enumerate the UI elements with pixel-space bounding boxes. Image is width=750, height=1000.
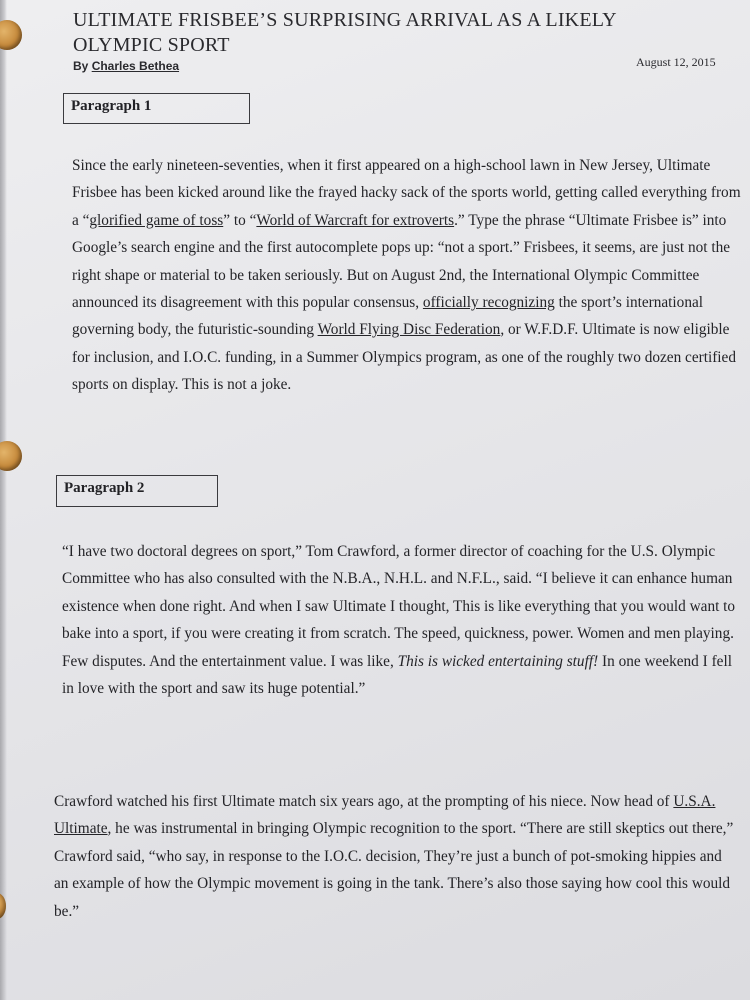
link-glorified-game-of-toss[interactable]: glorified game of toss [89, 211, 224, 229]
author-name: Charles Bethea [91, 59, 180, 73]
link-world-of-warcraft[interactable]: World of Warcraft for extroverts [256, 211, 455, 229]
p1-text-4: the sport’s international governing body, the futuristic-sounding [72, 294, 704, 339]
link-usa-ultimate[interactable]: U.S.A. Ultimate [54, 793, 716, 838]
p1-text-5: , or W.F.D.F. Ultimate is now eligible for inclusion, and I.O.C. funding, in a Summer Olympics program, as one of the roughly two dozen certified sports on display. This is not a joke. [72, 321, 736, 394]
p1-text-3: .” Type the phrase “Ultimate Frisbee is” into Google’s search engine and the first autocomplete pops up: “not a sport.” Frisbees, it seems, are just not the right shape or material to be taken seriously. But on August 2nd, the International Olympic Committee announced its disagreement with this popular consensus, [72, 211, 731, 312]
section-label-paragraph-1: Paragraph 1 [63, 93, 250, 124]
p3-text-1: Crawford watched his first Ultimate match six years ago, at the prompting of his niece. Now head of [54, 793, 674, 810]
link-officially-recognizing[interactable]: officially recognizing [422, 294, 555, 312]
paragraph-3 [54, 788, 738, 925]
p1-text-1: Since the early nineteen-seventies, when it first appeared on a high-school lawn in New Jersey, Ultimate Frisbee has been kicked around like the frayed hacky sack of the sports world, getting called everything from a “ [72, 157, 741, 229]
p2-text-2: In one weekend I fell in love with the sport and saw its huge potential.” [62, 652, 732, 698]
binder-hole-top [0, 20, 22, 50]
link-world-flying-disc-federation[interactable]: World Flying Disc Federation [317, 321, 501, 339]
article-title: ULTIMATE FRISBEE’S SURPRISING ARRIVAL AS A LIKELY OLYMPIC SPORT [73, 9, 617, 56]
paragraph-2 [62, 538, 744, 702]
p2-text-1: “I have two doctoral degrees on sport,” Tom Crawford, a former director of coaching for the U.S. Olympic Committee who has also consulted with the N.B.A., N.H.L. and N.F.L., said. “I believe it can enhance human existence when done right. And when I saw Ultimate I thought, This is like everything that you would want to bake into a sport, if you were creating it from scratch. The speed, quickness, power. Women and men playing. Few disputes. And the entertainment value. I was like, [62, 543, 736, 670]
p2-italic-quote: This is wicked entertaining stuff! [397, 652, 599, 670]
section-label-paragraph-2: Paragraph 2 [56, 475, 218, 507]
p3-text-2: , he was instrumental in bringing Olympic recognition to the sport. “There are still skeptics out there,” Crawford said, “who say, in response to the I.O.C. decision, They’re just a bunch of pot-smoking hippies and an example of how the Olympic movement is going in the tank. There’s also those saying how cool this would be.” [54, 820, 734, 920]
p1-text-2: ” to “ [223, 211, 257, 229]
binder-hole-middle [0, 441, 22, 471]
article-date: August 12, 2015 [636, 55, 716, 69]
paragraph-1 [72, 152, 746, 399]
byline-prefix: By [73, 59, 92, 73]
byline [73, 59, 179, 73]
page-edge [0, 0, 7, 1000]
